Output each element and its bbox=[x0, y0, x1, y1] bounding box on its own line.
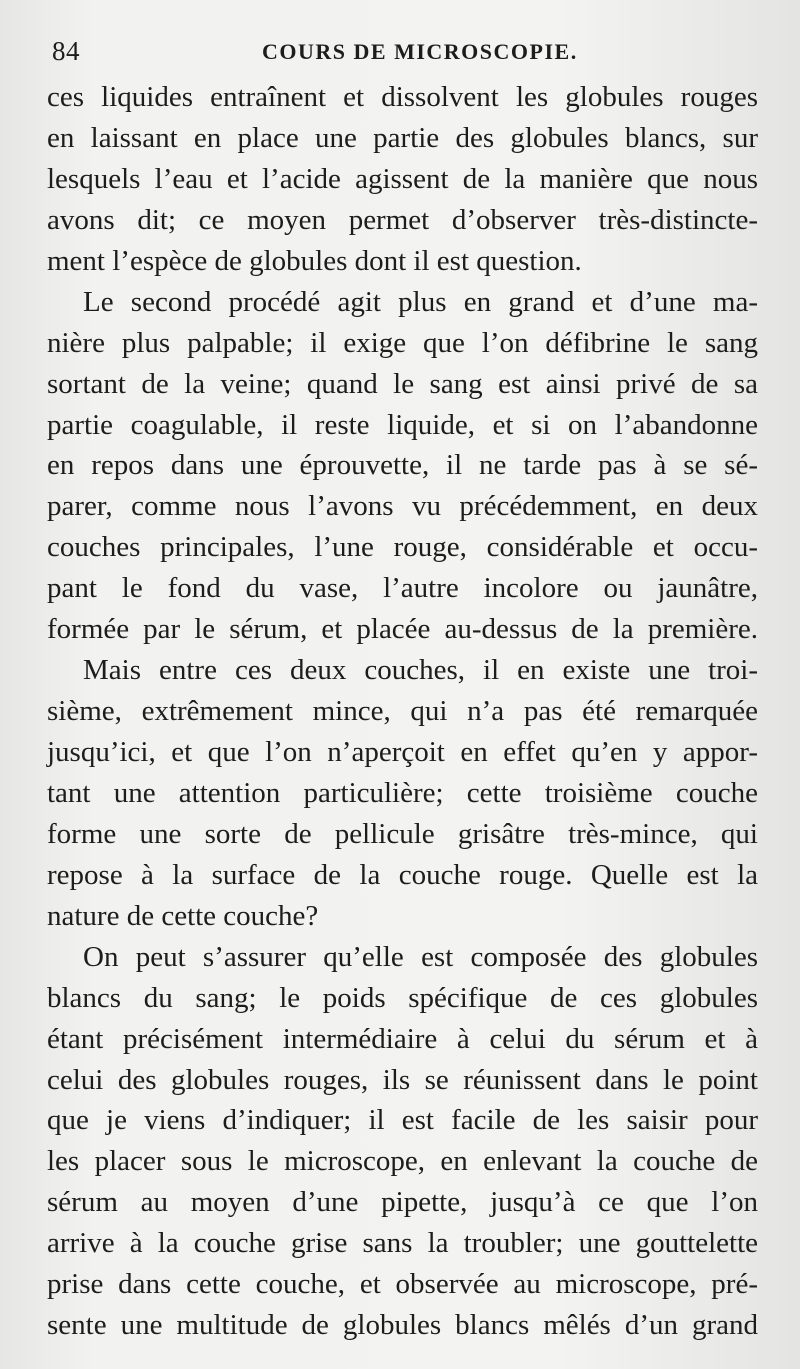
text-line: sente une multitude de globules blancs mêlés d’un grand bbox=[47, 1309, 758, 1342]
text-line: sième, extrêmement mince, qui n’a pas été remarquée bbox=[47, 695, 758, 728]
text-line: couches principales, l’une rouge, considérable et occu- bbox=[47, 531, 758, 564]
page-header bbox=[52, 36, 762, 76]
text-line: partie coagulable, il reste liquide, et si on l’abandonne bbox=[47, 408, 758, 441]
text-line: étant précisément intermédiaire à celui du sérum et à bbox=[47, 1022, 758, 1055]
paragraph-first-line: Le second procédé agit plus en grand et d’une ma- bbox=[83, 285, 758, 318]
text-line: nature de cette couche? bbox=[47, 899, 319, 932]
text-line: blancs du sang; le poids spécifique de ces globules bbox=[47, 981, 758, 1014]
text-line: tant une attention particulière; cette troisième couche bbox=[47, 776, 758, 809]
text-line: formée par le sérum, et placée au-dessus de la première. bbox=[47, 613, 758, 646]
page-number: 84 bbox=[52, 36, 80, 66]
text-line: repose à la surface de la couche rouge. Quelle est la bbox=[47, 858, 758, 891]
paragraph-first-line: On peut s’assurer qu’elle est composée des globules bbox=[83, 940, 758, 973]
text-line: arrive à la couche grise sans la troubler; une gouttelette bbox=[47, 1227, 758, 1260]
text-line: en repos dans une éprouvette, il ne tarde pas à se sé- bbox=[47, 449, 758, 482]
text-line: lesquels l’eau et l’acide agissent de la manière que nous bbox=[47, 162, 758, 195]
text-line: pant le fond du vase, l’autre incolore ou jaunâtre, bbox=[47, 572, 758, 605]
text-line: ment l’espèce de globules dont il est question. bbox=[47, 244, 582, 277]
text-line: les placer sous le microscope, en enlevant la couche de bbox=[47, 1145, 758, 1178]
text-line: ces liquides entraînent et dissolvent les globules rouges bbox=[47, 81, 758, 113]
text-line: avons dit; ce moyen permet d’observer très-distincte- bbox=[47, 203, 758, 236]
text-line: forme une sorte de pellicule grisâtre très-mince, qui bbox=[47, 817, 758, 850]
text-line: sortant de la veine; quand le sang est ainsi privé de sa bbox=[47, 367, 758, 400]
text-line: nière plus palpable; il exige que l’on défibrine le sang bbox=[47, 326, 758, 359]
running-title: COURS DE MICROSCOPIE. bbox=[262, 39, 578, 64]
body-text bbox=[47, 77, 758, 1346]
text-line: jusqu’ici, et que l’on n’aperçoit en effet qu’en y appor- bbox=[47, 736, 758, 768]
text-line: en laissant en place une partie des globules blancs, sur bbox=[47, 121, 758, 154]
text-line: prise dans cette couche, et observée au microscope, pré- bbox=[47, 1268, 758, 1301]
text-line: parer, comme nous l’avons vu précédemment, en deux bbox=[47, 490, 758, 523]
text-line: que je viens d’indiquer; il est facile de les saisir pour bbox=[47, 1104, 758, 1137]
text-line: sérum au moyen d’une pipette, jusqu’à ce que l’on bbox=[47, 1186, 758, 1219]
text-line: celui des globules rouges, ils se réunissent dans le point bbox=[47, 1063, 758, 1096]
paragraph-first-line: Mais entre ces deux couches, il en existe une troi- bbox=[83, 654, 758, 687]
